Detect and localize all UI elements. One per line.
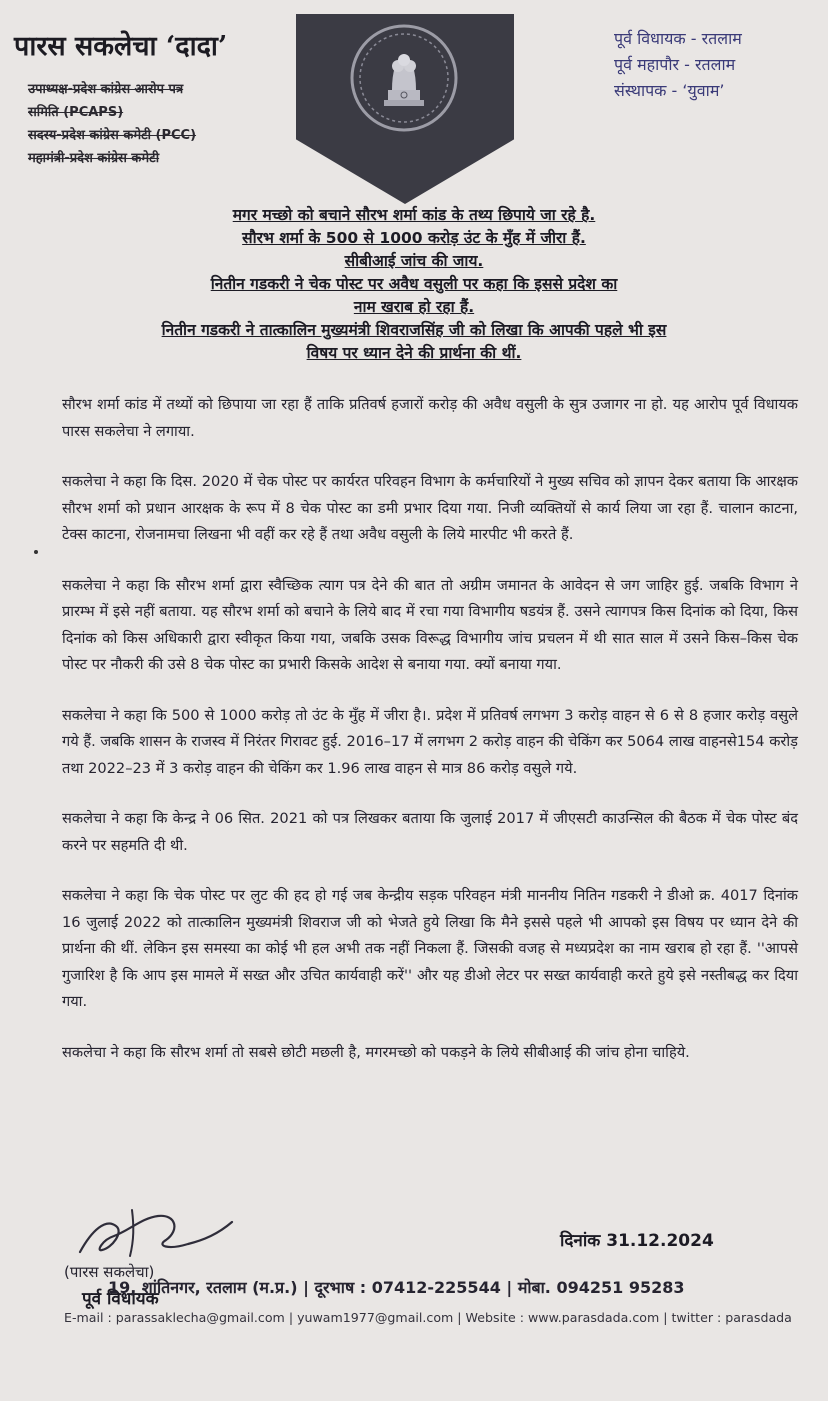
past-post: महामंत्री-प्रदेश कांग्रेस कमेटी xyxy=(28,151,160,166)
title-line: संस्थापक - ‘युवाम’ xyxy=(614,81,725,100)
headline-line: सौरभ शर्मा के 500 से 1000 करोड़ उंट के मुँह में जीरा हैं. xyxy=(242,229,586,247)
paragraph: सकलेचा ने कहा कि केन्द्र ने 06 सित. 2021 को पत्र लिखकर बताया कि जुलाई 2017 में जीएसटी काउन्सिल की बैठक में चेक पोस्ट बंद करने पर सहमति दी थी. xyxy=(62,810,798,854)
scan-speck xyxy=(34,550,38,554)
signature-icon xyxy=(72,1200,242,1264)
headline-line: नाम खराब हो रहा हैं. xyxy=(353,298,475,316)
headline-block xyxy=(60,204,768,365)
paragraph: सौरभ शर्मा कांड में तथ्यों को छिपाया जा रहा हैं ताकि प्रतिवर्ष हजारों करोड़ की अवैध वसुली के सुत्र उजागर ना हो. यह आरोप पूर्व विधायक पारस सकलेचा ने लगाया. xyxy=(62,396,798,440)
title-line: पूर्व महापौर - रतलाम xyxy=(614,55,736,74)
paragraph: सकलेचा ने कहा कि सौरभ शर्मा तो सबसे छोटी मछली है, मगरमच्छो को पकड़ने के लिये सीबीआई की जांच होना चाहिये. xyxy=(62,1043,690,1061)
paragraph: सकलेचा ने कहा कि सौरभ शर्मा द्वारा स्वैच्छिक त्याग पत्र देने की बात तो अग्रीम जमानत के आवेदन से जग जाहिर हुई. जबकि विभाग ने प्रारम्भ में इसे नहीं बताया. यह सौरभ शर्मा को बचाने के लिये बाद में रचा गया विभागीय षडयंत्र हैं. उसने त्यागपत्र किस दिनांक को दिया, किस दिनांक को किस अधिकारी द्वारा स्वीकृत किया गया, जबकि उसक विरूद्ध विभागीय जांच प्रचलन में थी सात साल में उसने किस–किस चेक पोस्ट पर नौकरी की उसे 8 चेक पोस्ट का प्रभारी किसके आदेश से बनाया गया. क्यों बनाया गया. xyxy=(62,576,798,673)
headline-line: नितीन गडकरी ने चेक पोस्ट पर अवैध वसुली पर कहा कि इससे प्रदेश का xyxy=(210,275,618,293)
signatory-post: पूर्व विधायक xyxy=(82,1289,159,1309)
title-line: पूर्व विधायक - रतलाम xyxy=(614,29,742,48)
letter-date: दिनांक 31.12.2024 xyxy=(560,1231,714,1251)
national-emblem-icon xyxy=(348,20,460,138)
letterhead-name: पारस सकलेचा ‘दादा’ xyxy=(14,31,228,62)
titles-block xyxy=(614,26,824,104)
headline-line: सीबीआई जांच की जाय. xyxy=(344,252,484,270)
past-posts-list xyxy=(28,78,278,170)
headline-line: नितीन गडकरी ने तात्कालिन मुख्यमंत्री शिवराजसिंह जी को लिखा कि आपकी पहले भी इस xyxy=(161,321,667,339)
headline-line: विषय पर ध्यान देने की प्रार्थना की थीं. xyxy=(306,344,522,362)
paragraph: सकलेचा ने कहा कि चेक पोस्ट पर लुट की हद हो गई जब केन्द्रीय सड़क परिवहन मंत्री माननीय नितिन गडकरी ने डीओ क्र. 4017 दिनांक 16 जुलाई 2022 को तात्कालिन मुख्यमंत्री शिवराज जी को भेजते हुये लिखा कि मैने इससे पहले भी आपको इस विषय पर ध्यान देने की प्रार्थना की थीं. लेकिन इस समस्या का कोई भी हल अभी तक नहीं निकला हैं. जिसकी वजह से मध्यप्रदेश का नाम खराब हो रहा हैं. ''आपसे गुजारिश है कि आप इस मामले में सख्त और उचित कार्यवाही करें'' और यह डीओ लेटर पर सख्त कार्यवाही करते हुये इसे नस्तीबद्ध कर दिया गया. xyxy=(62,887,798,1010)
past-post: समिति (PCAPS) xyxy=(28,105,124,120)
address-line: 19, शांतिनगर, रतलाम (म.प्र.) | दूरभाष : 07412-225544 | मोबा. 094251 95283 xyxy=(108,1278,685,1297)
contact-line: E-mail : parassaklecha@gmail.com | yuwam1977@gmail.com | Website : www.parasdada.com | twitter : parasdada xyxy=(64,1310,792,1325)
paragraph: सकलेचा ने कहा कि दिस. 2020 में चेक पोस्ट पर कार्यरत परिवहन विभाग के कर्मचारियों ने मुख्य सचिव को ज्ञापन देकर बताया कि आरक्षक सौरभ शर्मा को प्रधान आरक्षक के रूप में 8 चेक पोस्ट का डमी प्रभार दिया गया. निजी व्यक्तियों से कार्य लिया जा रहा हैं. चालान काटना, टेक्स काटना, रोजनामचा लिखना भी वहीं कर रहे हैं तथा अवैध वसुली के लिये मारपीट भी करते हैं. xyxy=(62,473,798,543)
past-post: उपाध्यक्ष-प्रदेश कांग्रेस आरोप पत्र xyxy=(28,82,184,97)
body-text xyxy=(62,392,798,1090)
signatory-name: (पारस सकलेचा) xyxy=(64,1263,155,1281)
headline-line: मगर मच्छो को बचाने सौरभ शर्मा कांड के तथ्य छिपाये जा रहे है. xyxy=(232,206,596,224)
paragraph: सकलेचा ने कहा कि 500 से 1000 करोड़ तो उंट के मुँह में जीरा है।. प्रदेश में प्रतिवर्ष लगभग 3 करोड़ वाहन से 6 से 8 हजार करोड़ वसुले गये हैं. जबकि शासन के राजस्व में निरंतर गिरावट हुई. 2016–17 में लगभग 2 करोड़ वाहन की चेकिंग कर 5064 लाख वाहनसे154 करोड़ तथा 2022–23 में 3 करोड़ वाहन की चेकिंग कर 1.96 लाख वाहन से मात्र 86 करोड़ वसुले गये. xyxy=(62,706,798,777)
past-post: सदस्य-प्रदेश कांग्रेस कमेटी (PCC) xyxy=(28,128,197,143)
